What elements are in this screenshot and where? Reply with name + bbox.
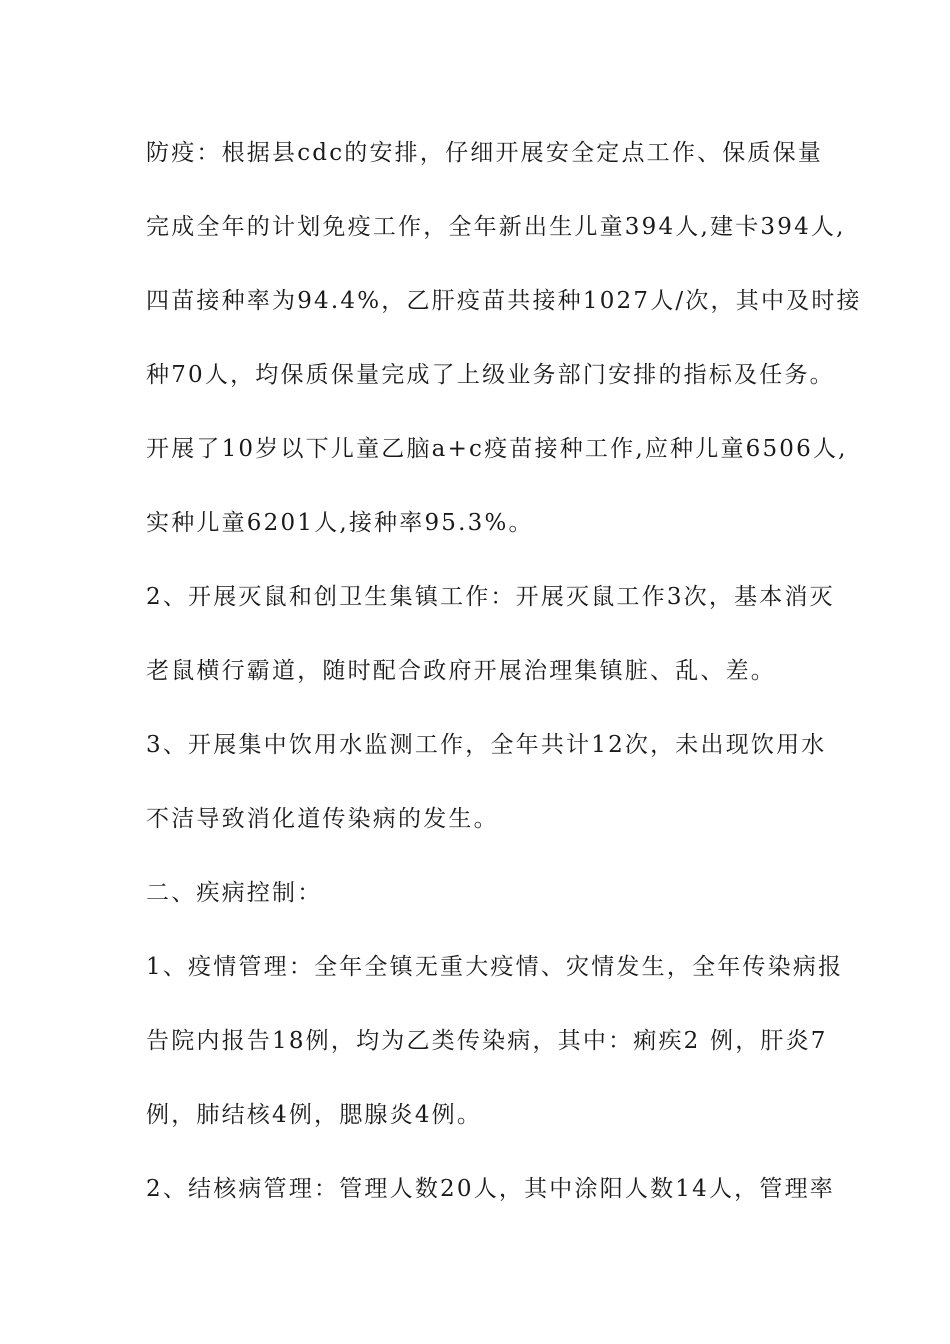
- text-line-1: 防疫：根据县cdc的安排，仔细开展安全定点工作、保质保量: [146, 140, 824, 166]
- text-line-7: 2、开展灭鼠和创卫生集镇工作：开展灭鼠工作3次，基本消灭: [146, 584, 835, 610]
- text-line-3: 四苗接种率为94.4%，乙肝疫苗共接种1027人/次，其中及时接: [146, 288, 862, 314]
- text-line-14: 例，肺结核4例，腮腺炎4例。: [146, 1102, 483, 1128]
- text-line-12: 1、疫情管理：全年全镇无重大疫情、灾情发生，全年传染病报: [146, 954, 844, 980]
- text-line-10: 不洁导致消化道传染病的发生。: [146, 806, 499, 832]
- text-line-6: 实种儿童6201人,接种率95.3%。: [146, 510, 534, 536]
- text-line-4: 种70人，均保质保量完成了上级业务部门安排的指标及任务。: [146, 362, 835, 388]
- text-line-2: 完成全年的计划免疫工作，全年新出生儿童394人,建卡394人,: [146, 214, 846, 240]
- text-line-15: 2、结核病管理：管理人数20人，其中涂阳人数14人，管理率: [146, 1176, 835, 1202]
- text-line-8: 老鼠横行霸道，随时配合政府开展治理集镇脏、乱、差。: [146, 658, 776, 684]
- text-line-13: 告院内报告18例，均为乙类传染病，其中：痢疾2 例，肝炎7: [146, 1028, 828, 1054]
- text-line-9: 3、开展集中饮用水监测工作，全年共计12次，未出现饮用水: [146, 732, 827, 758]
- text-line-5: 开展了10岁以下儿童乙脑a+c疫苗接种工作,应种儿童6506人,: [146, 436, 848, 462]
- section-heading-disease-control: 二、疾病控制：: [146, 880, 323, 906]
